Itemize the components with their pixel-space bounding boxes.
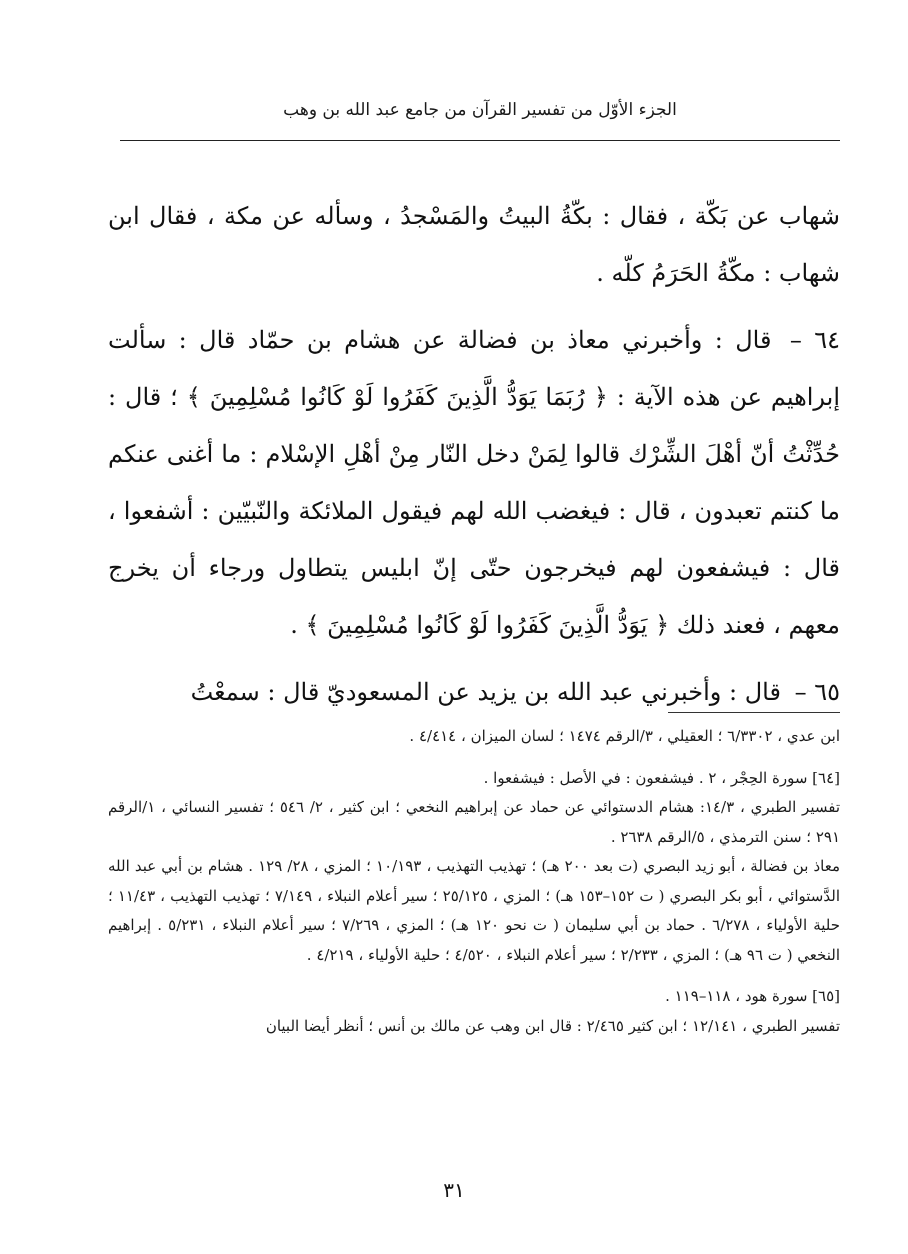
page-number: ٣١ [443, 1178, 465, 1202]
entry-number: ٦٤ – [789, 326, 840, 354]
footnote-divider [668, 712, 840, 713]
main-text [108, 188, 840, 721]
footnote-heading-65: [٦٥] سورة هود ، ١١٨–١١٩ . [665, 987, 840, 1005]
footnote-line: معاذ بن فضالة ، أبو زيد البصري (ت بعد ٢٠٠ هـ) ؛ تهذيب التهذيب ، ١٠/١٩٣ ؛ المزي ، ٢٨/ ١٢٩ . هشام بن أبي عبد الله الدَّستوائي ، أبو بكر البصري ( ت ١٥٢–١٥٣ هـ) ؛ المزي ، ٢٥/١٢٥ ؛ سير أعلام النبلاء ، ٧/١٤٩ ؛ تهذيب التهذيب ، ١١/٤٣ ؛ حلية الأولياء ، ٦/٢٧٨ . حماد بن أبي سليمان ( ت نحو ١٢٠ هـ) ؛ المزي ، ٧/٢٦٩ ؛ سير أعلام النبلاء ، ٥/٢٣١ . إبراهيم النخعي ( ت ٩٦ هـ) ؛ المزي ، ٢/٢٣٣ ؛ سير أعلام النبلاء ، ٤/٥٢٠ ؛ حلية الأولياء ، ٤/٢١٩ . [108, 857, 840, 964]
header-divider [120, 140, 840, 141]
paragraph-continuation: شهاب عن بَكّة ، فقال : بكّةُ البيتُ والمَسْجدُ ، وسأله عن مكة ، فقال ابن شهاب : مكّةُ الحَرَمُ كلّه . [108, 202, 840, 287]
entry-text: قال : وأخبرني معاذ بن فضالة عن هشام بن حمّاد قال : سألت إبراهيم عن هذه الآية : ﴿ رُبَمَا يَوَدُّ الَّذِينَ كَفَرُوا لَوْ كَانُوا مُسْلِمِينَ ﴾ ؛ قال : حُدِّثْتُ أنّ أهْلَ الشِّرْك قالوا لِمَنْ دخل النّار مِنْ أهْلِ الإسْلام : ما أغنى عنكم ما كنتم تعبدون ، قال : فيغضب الله لهم فيقول الملائكة والنّبيّين : أشفعوا ، قال : فيشفعون لهم فيخرجون حتّى إنّ ابليس يتطاول ورجاء أن يخرج معهم ، فعند ذلك ﴿ يَوَدُّ الَّذِينَ كَفَرُوا لَوْ كَانُوا مُسْلِمِينَ ﴾ . [108, 326, 840, 639]
entry-number: ٦٥ – [794, 678, 840, 706]
footnotes [108, 722, 840, 1041]
entry-64 [108, 312, 840, 654]
entry-text: قال : وأخبرني عبد الله بن يزيد عن المسعوديّ قال : سمعْتُ [190, 678, 781, 706]
footnote-line: تفسير الطبري ، ١٢/١٤١ ؛ ابن كثير ٢/٤٦٥ : قال ابن وهب عن مالك بن أنس ؛ أنظر أيضا البيان [265, 1016, 840, 1035]
footnote-line: ابن عدي ، ٦/٣٣٠٢ ؛ العقيلي ، ٣/الرقم ١٤٧٤ ؛ لسان الميزان ، ٤/٤١٤ . [409, 727, 840, 745]
footnote-heading-64: [٦٤] سورة الحِجْر ، ٢ . فيشفعون : في الأصل : فيشفعوا . [483, 768, 840, 787]
footnote-line: تفسير الطبري ، ١٤/٣: هشام الدستوائي عن حماد عن إبراهيم النخعي ؛ ابن كثير ، ٢/ ٥٤٦ ؛ تفسير النسائي ، ١/الرقم ٢٩١ ؛ سنن الترمذي ، ٥/الرقم ٢٦٣٨ . [108, 798, 840, 846]
running-header: الجزء الأوّل من تفسير القرآن من جامع عبد الله بن وهب [283, 100, 677, 120]
